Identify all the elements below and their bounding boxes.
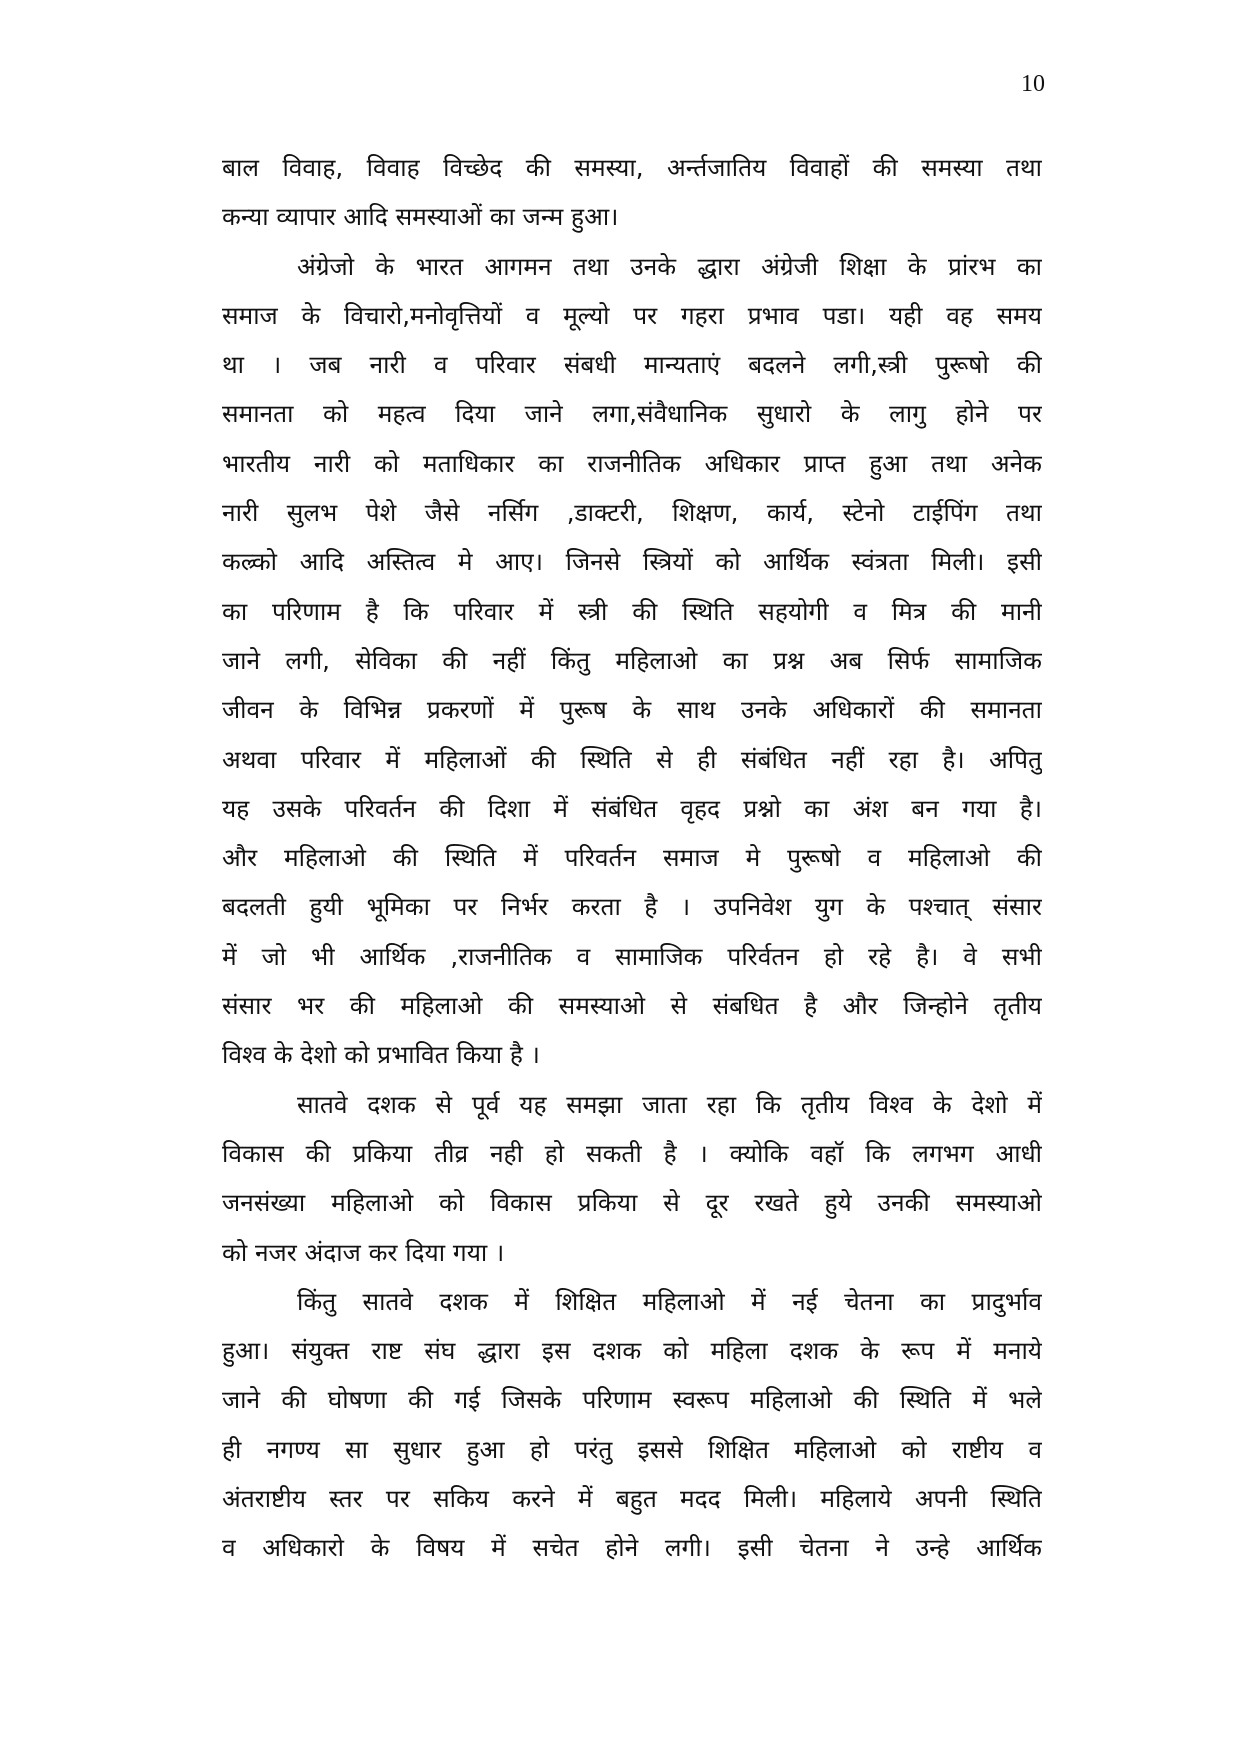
text-line: समानता को महत्व दिया जाने लगा,संवैधानिक सुधारो के लागु होने पर bbox=[222, 399, 1042, 429]
text-line: बदलती हुयी भूमिका पर निर्भर करता है । उपनिवेश युग के पश्चात् संसार bbox=[222, 892, 1042, 922]
text-line: समाज के विचारो,मनोवृत्तियों व मूल्यो पर गहरा प्रभाव पडा। यही वह समय bbox=[222, 300, 1042, 330]
text-line: जाने लगी, सेविका की नहीं किंतु महिलाओ का प्रश्न अब सिर्फ सामाजिक bbox=[222, 645, 1042, 675]
text-line: अंतराष्टीय स्तर पर सकिय करने में बहुत मदद मिली। महिलाये अपनी स्थिति bbox=[222, 1484, 1042, 1514]
text-line: व अधिकारो के विषय में सचेत होने लगी। इसी चेतना ने उन्हे आर्थिक bbox=[222, 1533, 1042, 1563]
text-line: का परिणाम है कि परिवार में स्त्री की स्थिति सहयोगी व मित्र की मानी bbox=[222, 596, 1042, 626]
text-line: को नजर अंदाज कर दिया गया । bbox=[222, 1237, 505, 1267]
text-line: ही नगण्य सा सुधार हुआ हो परंतु इससे शिक्षित महिलाओ को राष्टीय व bbox=[222, 1434, 1042, 1464]
text-line: संसार भर की महिलाओ की समस्याओ से संबधित है और जिन्होने तृतीय bbox=[222, 991, 1042, 1021]
text-line: नारी सुलभ पेशे जैसे नर्सिग ,डाक्टरी, शिक्षण, कार्य, स्टेनो टाईपिंग तथा bbox=[222, 498, 1042, 528]
text-line: अथवा परिवार में महिलाओं की स्थिति से ही संबंधित नहीं रहा है। अपितु bbox=[222, 744, 1042, 774]
text-line: में जो भी आर्थिक ,राजनीतिक व सामाजिक परिर्वतन हो रहे है। वे सभी bbox=[222, 941, 1042, 971]
body-text bbox=[222, 143, 1042, 1573]
text-line: और महिलाओ की स्थिति में परिवर्तन समाज मे पुरूषो व महिलाओ की bbox=[222, 843, 1042, 873]
text-line: जाने की घोषणा की गई जिसके परिणाम स्वरूप महिलाओ की स्थिति में भले bbox=[222, 1385, 1042, 1415]
text-line: कल्र्को आदि अस्तित्व मे आए। जिनसे स्त्रियों को आर्थिक स्वंत्रता मिली। इसी bbox=[222, 547, 1042, 577]
text-line: था । जब नारी व परिवार संबधी मान्यताएं बदलने लगी,स्त्री पुरूषो की bbox=[222, 350, 1042, 380]
text-line: हुआ। संयुक्त राष्ट संघ द्धारा इस दशक को महिला दशक के रूप में मनाये bbox=[222, 1336, 1042, 1366]
text-line: किंतु सातवे दशक में शिक्षित महिलाओ में नई चेतना का प्रादुर्भाव bbox=[297, 1286, 1042, 1316]
text-line: जीवन के विभिन्न प्रकरणों में पुरूष के साथ उनके अधिकारों की समानता bbox=[222, 695, 1042, 725]
text-line: बाल विवाह, विवाह विच्छेद की समस्या, अर्न्तजातिय विवाहों की समस्या तथा bbox=[222, 153, 1042, 182]
page-number: 10 bbox=[1021, 71, 1045, 97]
text-line: अंग्रेजो के भारत आगमन तथा उनके द्धारा अंग्रेजी शिक्षा के प्रांरभ का bbox=[297, 251, 1042, 281]
text-line: जनसंख्या महिलाओ को विकास प्रकिया से दूर रखते हुये उनकी समस्याओ bbox=[222, 1188, 1042, 1218]
text-line: विश्व के देशो को प्रभावित किया है । bbox=[222, 1040, 540, 1070]
text-line: कन्या व्यापार आदि समस्याओं का जन्म हुआ। bbox=[222, 202, 619, 232]
text-line: भारतीय नारी को मताधिकार का राजनीतिक अधिकार प्राप्त हुआ तथा अनेक bbox=[222, 448, 1042, 478]
text-line: विकास की प्रकिया तीव्र नही हो सकती है । क्योकि वहॉ कि लगभग आधी bbox=[222, 1138, 1042, 1168]
text-line: सातवे दशक से पूर्व यह समझा जाता रहा कि तृतीय विश्व के देशो में bbox=[297, 1089, 1042, 1119]
text-line: यह उसके परिवर्तन की दिशा में संबंधित वृहद प्रश्नो का अंश बन गया है। bbox=[222, 793, 1042, 823]
